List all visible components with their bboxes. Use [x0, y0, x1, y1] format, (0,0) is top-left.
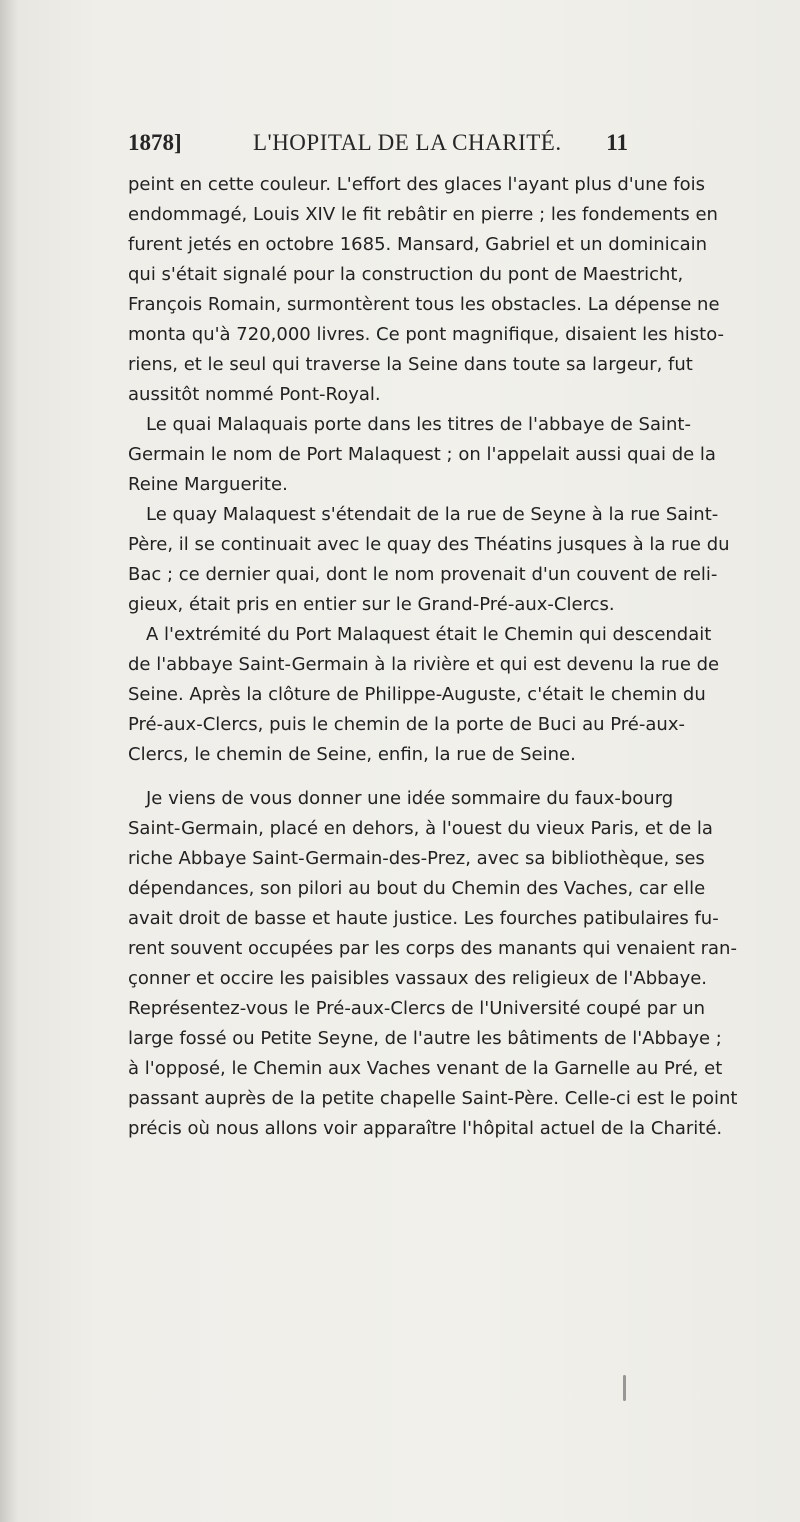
- paragraph-gap: [128, 770, 628, 784]
- text-line: Clercs, le chemin de Seine, enfin, la rue de Seine.: [128, 744, 576, 765]
- text-line: peint en cette couleur. L'effort des glaces l'ayant plus d'une fois: [128, 174, 706, 195]
- text-line: dépendances, son pilori au bout du Chemin des Vaches, car elle: [128, 878, 706, 899]
- running-head-title: L'HOPITAL DE LA CHARITÉ.: [253, 130, 562, 155]
- text-line: large fossé ou Petite Seyne, de l'autre les bâtiments de l'Abbaye ;: [128, 1028, 722, 1049]
- text-line: riens, et le seul qui traverse la Seine dans toute sa largeur, fut: [128, 354, 693, 375]
- text-line: Reine Marguerite.: [128, 474, 288, 495]
- text-line: Germain le nom de Port Malaquest ; on l'appelait aussi quai de la: [128, 444, 716, 465]
- text-line: de l'abbaye Saint-Germain à la rivière et qui est devenu la rue de: [128, 654, 720, 675]
- text-line: monta qu'à 720,000 livres. Ce pont magnifique, disaient les histo-: [128, 324, 725, 345]
- text-line: furent jetés en octobre 1685. Mansard, Gabriel et un dominicain: [128, 234, 708, 255]
- text-line: aussitôt nommé Pont-Royal.: [128, 384, 381, 405]
- text-line: rent souvent occupées par les corps des manants qui venaient ran-: [128, 938, 737, 959]
- running-head-year: 1878]: [128, 130, 182, 155]
- text-line: endommagé, Louis XIV le fit rebâtir en pierre ; les fondements en: [128, 204, 718, 225]
- text-line: Saint-Germain, placé en dehors, à l'ouest du vieux Paris, et de la: [128, 818, 713, 839]
- text-line: Je viens de vous donner une idée sommaire du faux-bourg: [146, 788, 674, 809]
- text-line: Le quay Malaquest s'étendait de la rue de Seyne à la rue Saint-: [146, 504, 719, 525]
- text-line: passant auprès de la petite chapelle Saint-Père. Celle-ci est le point: [128, 1088, 738, 1109]
- text-line: A l'extrémité du Port Malaquest était le Chemin qui descendait: [146, 624, 712, 645]
- text-line: çonner et occire les paisibles vassaux des religieux de l'Abbaye.: [128, 968, 708, 989]
- text-line: avait droit de basse et haute justice. Les fourches patibulaires fu-: [128, 908, 719, 929]
- paragraph-4: [128, 620, 720, 770]
- paragraph-5: [128, 784, 738, 1144]
- text-line: Seine. Après la clôture de Philippe-Auguste, c'était le chemin du: [128, 684, 706, 705]
- text-line: riche Abbaye Saint-Germain-des-Prez, avec sa bibliothèque, ses: [128, 848, 705, 869]
- binding-shadow: [0, 0, 18, 1522]
- paragraph-1: [128, 170, 725, 410]
- text-line: Père, il se continuait avec le quay des Théatins jusques à la rue du: [128, 534, 730, 555]
- margin-mark: [623, 1375, 626, 1401]
- text-line: qui s'était signalé pour la construction du pont de Maestricht,: [128, 264, 684, 285]
- text-line: François Romain, surmontèrent tous les obstacles. La dépense ne: [128, 294, 720, 315]
- paragraph-3: [128, 500, 730, 620]
- page-number: 11: [606, 130, 628, 155]
- paragraph-2: [128, 410, 716, 500]
- text-line: à l'opposé, le Chemin aux Vaches venant de la Garnelle au Pré, et: [128, 1058, 723, 1079]
- text-line: Représentez-vous le Pré-aux-Clercs de l'Université coupé par un: [128, 998, 706, 1019]
- text-line: Le quai Malaquais porte dans les titres de l'abbaye de Saint-: [146, 414, 691, 435]
- text-line: Pré-aux-Clercs, puis le chemin de la porte de Buci au Pré-aux-: [128, 714, 685, 735]
- text-line: gieux, était pris en entier sur le Grand-Pré-aux-Clercs.: [128, 594, 615, 615]
- text-line: précis où nous allons voir apparaître l'hôpital actuel de la Charité.: [128, 1118, 723, 1139]
- text-line: Bac ; ce dernier quai, dont le nom provenait d'un couvent de reli-: [128, 564, 718, 585]
- body-text: [128, 170, 738, 1144]
- running-head: [128, 130, 628, 158]
